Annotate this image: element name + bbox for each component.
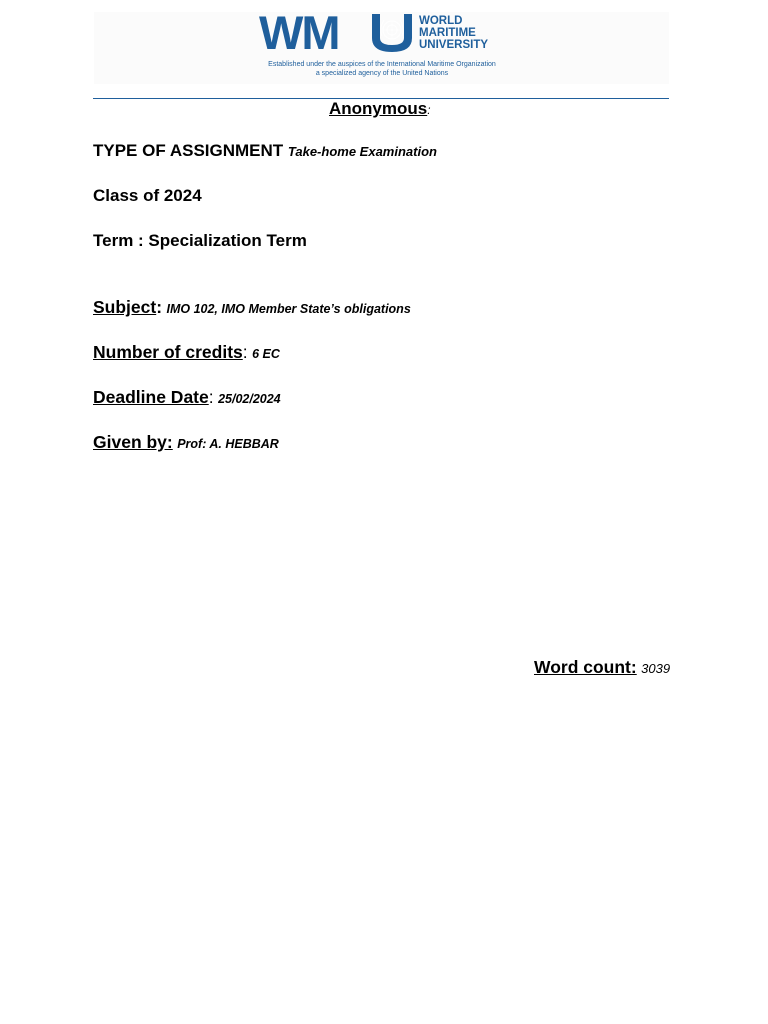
name-line-2: MARITIME [419,27,476,39]
wmu-logo [259,6,509,82]
university-name [419,15,488,51]
credits-label: Number of credits [93,342,243,362]
logo-tagline [259,61,505,78]
name-line-3: UNIVERSITY [419,39,489,51]
given-by-label: Given by: [93,432,173,452]
logo-letters [259,6,383,59]
anonymous-label: Anonymous [329,99,428,118]
anonymous-colon: : [427,103,431,117]
deadline-colon: : [208,387,214,407]
word-count-row [534,657,670,678]
tagline-line-1: Established under the auspices of the International Maritime Organization [268,61,496,68]
tagline-line-2: a specialized agency of the United Nations [315,69,449,77]
credits-colon: : [242,342,248,362]
term-row: Term : Specialization Term [93,231,307,250]
subject-colon: : [156,297,163,317]
anonymous-heading [329,99,431,119]
deadline-value: 25/02/2024 [218,392,281,406]
subject-value: IMO 102, IMO Member State’s obligations [166,302,411,316]
class-of-row: Class of 2024 [93,186,202,205]
deadline-row [93,387,281,408]
assignment-type-value: Take-home Examination [287,144,437,159]
subject-row [93,297,411,318]
given-by-row [93,432,279,453]
word-count-label: Word count: [534,657,637,677]
un-emblem-icon [370,14,414,52]
subject-label: Subject [93,297,157,317]
credits-row [93,342,280,363]
credits-value: 6 EC [252,347,280,361]
word-count-value: 3039 [641,661,671,676]
assignment-type-label: TYPE OF ASSIGNMENT [93,141,284,160]
deadline-label: Deadline Date [93,387,209,407]
name-line-1: WORLD [419,15,463,27]
assignment-type-row [93,141,437,161]
given-by-value: Prof: A. HEBBAR [177,437,279,451]
logo-wm: WM [259,6,339,59]
